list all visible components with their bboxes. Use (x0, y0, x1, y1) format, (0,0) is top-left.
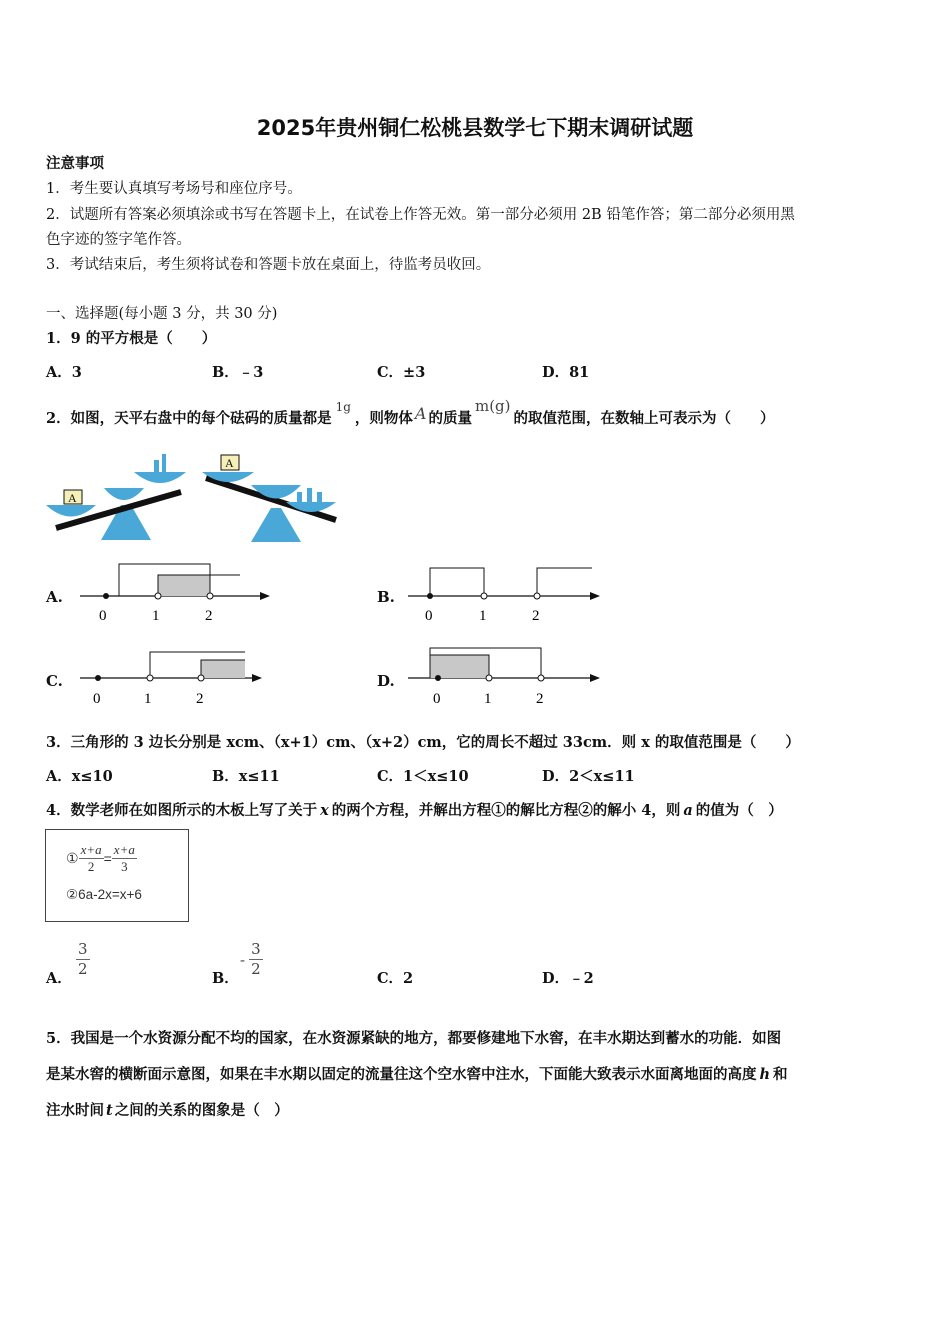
eq1-rhs-num: x+a (113, 842, 135, 857)
q4-stem-part: 的两个方程，并解出方程①的解比方程②的解小 4，则 (331, 802, 681, 819)
q1-option-b[interactable]: B．﹣3 (212, 364, 264, 381)
balance-box-label: A (225, 456, 234, 470)
q4-option-a-label[interactable]: A． (46, 970, 72, 987)
tick-label: 1 (484, 691, 492, 707)
fraction-den: 2 (78, 960, 88, 978)
notice-item: 3．考试结束后，考生须将试卷和答题卡放在桌面上，待监考员收回。 (46, 257, 491, 273)
q3-option-a[interactable]: A．x≤10 (46, 768, 113, 785)
question-5-line (46, 1099, 289, 1120)
eq1-lhs-num: x+a (80, 842, 102, 857)
tick-label: 2 (532, 608, 540, 624)
q4-option-b-label[interactable]: B． (212, 970, 239, 987)
q2-option-c-label[interactable]: C. (46, 672, 63, 690)
q2-option-c-numberline[interactable] (72, 642, 282, 712)
q4-stem-part: 的值为（ ） (695, 802, 783, 819)
equation-1 (66, 842, 137, 875)
q2-var-a: A (414, 404, 427, 423)
q5-stem-part: 之间的关系的图象是（ ） (114, 1102, 289, 1119)
fraction (76, 940, 90, 979)
q2-var-m: m(g) (474, 397, 511, 415)
q2-option-d-numberline[interactable] (400, 642, 610, 712)
q5-stem-part: 和 (773, 1066, 788, 1083)
fraction (249, 940, 263, 979)
tick-label: 2 (205, 608, 213, 624)
tick-label: 1 (152, 608, 160, 624)
q1-option-a[interactable]: A．3 (46, 364, 82, 381)
q2-unit-1g: 1g (335, 400, 351, 414)
eq1-lhs-den: 2 (87, 859, 95, 874)
eq1-rhs-fraction (112, 842, 137, 875)
eq1-lhs-fraction (79, 842, 104, 875)
eq1-rhs-den: 3 (121, 859, 128, 874)
q4-option-d[interactable]: D．﹣2 (542, 970, 594, 987)
tick-label: 0 (425, 608, 433, 624)
q2-stem-part: 2．如图，天平右盘中的每个砝码的质量都是 (46, 410, 332, 427)
q2-option-b-label[interactable]: B. (377, 588, 395, 606)
minus-sign: - (240, 950, 246, 969)
notice-item: 2．试题所有答案必须填涂或书写在答题卡上，在试卷上作答无效。第一部分必须用 2B 铅笔作答；第二部分必须用黑 (46, 207, 795, 223)
tick-label: 0 (433, 691, 441, 707)
section-heading: 一、选择题(每小题 3 分，共 30 分) (46, 306, 278, 322)
eq1-circle: ① (66, 850, 79, 866)
q2-option-d-label[interactable]: D. (377, 672, 395, 690)
q2-stem-part: ，则物体 (354, 410, 413, 427)
q3-option-b[interactable]: B．x≤11 (212, 768, 280, 785)
question-5-line (46, 1063, 788, 1084)
question-4-stem (46, 799, 783, 820)
notice-item: 1．考生要认真填写考场号和座位序号。 (46, 181, 302, 197)
right-balance (202, 455, 336, 542)
tick-label: 0 (93, 691, 101, 707)
question-1-stem: 1．9 的平方根是（ ） (46, 330, 217, 347)
balance-scales-figure (46, 450, 346, 550)
question-3-stem: 3．三角形的 3 边长分别是 xcm、（x+1）cm、（x+2）cm，它的周长不超过 33cm．则 x 的取值范围是（ ） (46, 734, 800, 751)
q2-option-a-numberline[interactable] (72, 558, 282, 628)
q1-option-d[interactable]: D．81 (542, 364, 590, 381)
q2-option-a-label[interactable]: A. (46, 588, 63, 606)
q5-var-t: t (106, 1102, 113, 1119)
q5-stem-part: 注水时间 (46, 1102, 104, 1119)
tick-label: 1 (479, 608, 487, 624)
q4-var-a: a (683, 802, 693, 819)
notice-item: 色字迹的签字笔作答。 (46, 232, 191, 248)
q4-stem-part: 4．数学老师在如图所示的木板上写了关于 (46, 802, 318, 819)
q1-option-c[interactable]: C．±3 (377, 364, 426, 381)
fraction-num: 3 (78, 940, 88, 958)
q3-option-d[interactable]: D．2＜x≤11 (542, 768, 635, 785)
q2-stem-part: 的质量 (428, 410, 472, 427)
tick-label: 2 (536, 691, 544, 707)
fraction-num: 3 (251, 940, 261, 958)
question-5-line: 5．我国是一个水资源分配不均的国家，在水资源紧缺的地方，都要修建地下水窖，在丰水期达到蓄水的功能．如图 (46, 1030, 782, 1047)
page-title: 2025年贵州铜仁松桃县数学七下期末调研试题 (256, 116, 694, 140)
q4-var-x: x (320, 802, 329, 819)
left-balance (46, 454, 186, 540)
equation-2: ②6a-2x=x+6 (66, 887, 142, 902)
q4-option-a-value[interactable] (76, 940, 90, 979)
notice-heading: 注意事项 (46, 155, 104, 172)
q4-option-c[interactable]: C．2 (377, 970, 414, 987)
eq1-equals: = (103, 850, 112, 867)
q5-stem-part: 是某水窖的横断面示意图，如果在丰水期以固定的流量往这个空水窖中注水，下面能大致表示水面离地面的高度 (46, 1066, 757, 1083)
fraction-den: 2 (251, 960, 261, 978)
q4-option-b-value[interactable] (240, 940, 263, 979)
tick-label: 1 (144, 691, 152, 707)
balance-box-label: A (68, 491, 77, 505)
equation-board (45, 829, 189, 922)
q5-var-h: h (759, 1066, 771, 1083)
tick-label: 0 (99, 608, 107, 624)
q2-option-b-numberline[interactable] (400, 558, 610, 628)
q2-stem-part: 的取值范围，在数轴上可表示为（ ） (513, 410, 775, 427)
q3-option-c[interactable]: C．1＜x≤10 (377, 768, 469, 785)
question-2-stem (46, 397, 775, 428)
tick-label: 2 (196, 691, 204, 707)
